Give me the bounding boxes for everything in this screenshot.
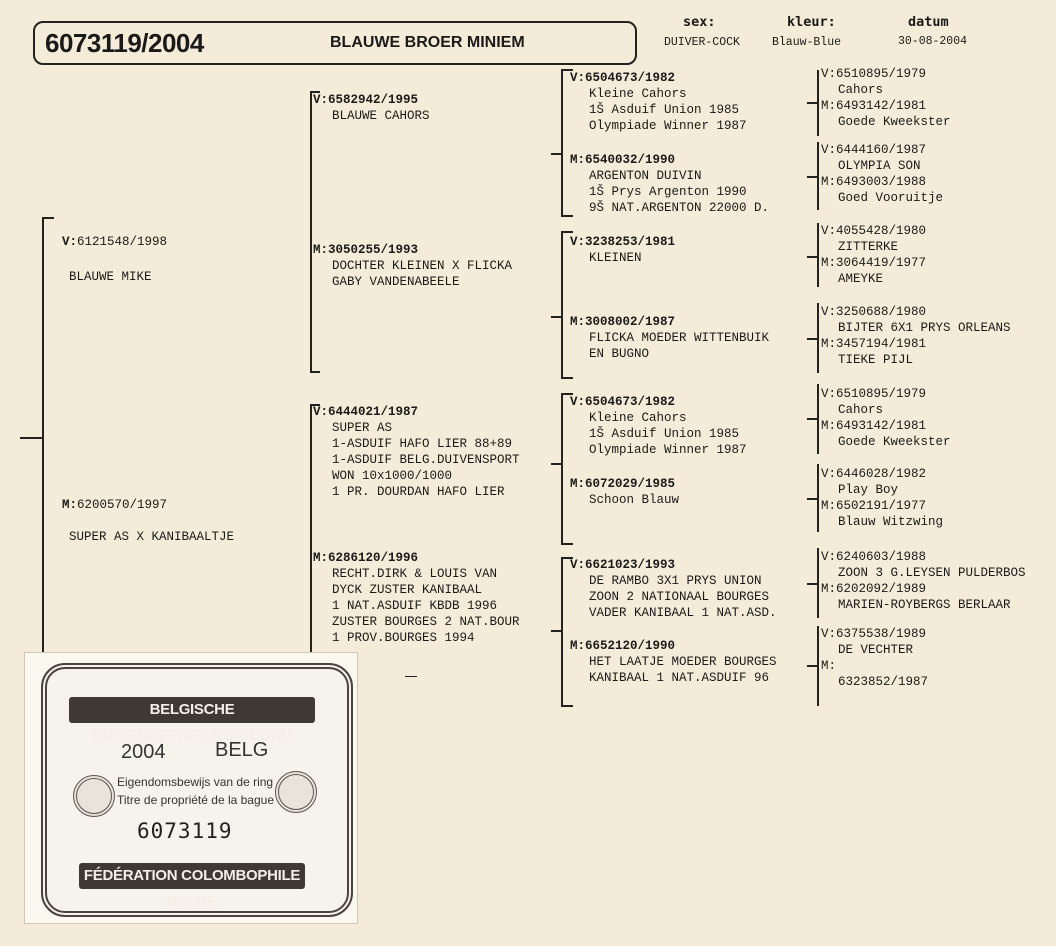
entry-prefix: V:	[570, 235, 586, 249]
gen4-pair	[821, 142, 943, 206]
entry-ring: 6072029/1985	[585, 477, 676, 491]
tick-j	[807, 498, 817, 500]
gen1-sire	[47, 218, 167, 301]
sex-value: DUIVER-COCK	[664, 36, 740, 49]
entry-prefix: M:	[570, 639, 586, 653]
bracket-gen3-4	[561, 557, 563, 707]
color-label: kleur:	[787, 14, 836, 30]
entry-prefix: M:	[570, 477, 586, 491]
tick-e	[807, 102, 817, 104]
card-year: 2004	[121, 741, 166, 763]
bracket-gen4-8	[817, 626, 819, 706]
bracket-gen4-1	[817, 70, 819, 136]
entry-line: WON 10x1000/1000	[332, 469, 453, 483]
gen1-sire-prefix: V:	[62, 235, 78, 249]
entry-line: FLICKA MOEDER WITTENBUIK	[589, 331, 770, 345]
crown-seal-icon	[275, 771, 317, 813]
gen1-dam	[47, 481, 234, 561]
entry-line: KANIBAAL 1 NAT.ASDUIF 96	[589, 671, 770, 685]
gen4-pair	[821, 466, 943, 530]
card-country: BELG	[215, 739, 269, 761]
bracket-gen1	[42, 217, 44, 660]
entry-prefix: V:	[570, 395, 586, 409]
gen1-dam-ring: 6200570/1997	[77, 498, 168, 512]
tick-g	[807, 256, 817, 258]
card-top-banner: BELGISCHE DUIVENLIEFHEBBERSBOND	[69, 697, 315, 723]
entry-prefix: V:	[570, 71, 586, 85]
gen4-dam-ring: M:	[821, 659, 837, 673]
entry-line: 1 NAT.ASDUIF KBDB 1996	[332, 599, 498, 613]
date-value: 30-08-2004	[898, 35, 968, 48]
bracket-gen2-a-bottom	[310, 371, 320, 373]
gen1-dam-prefix: M:	[62, 498, 78, 512]
gen4-dam-name: 6323852/1987	[838, 675, 929, 689]
entry-line: HET LAATJE MOEDER BOURGES	[589, 655, 777, 669]
entry-line: ARGENTON DUIVIN	[589, 169, 702, 183]
tick-c	[551, 463, 561, 465]
bracket-gen3-2-bottom	[561, 377, 573, 379]
gen4-sire-ring: V:3250688/1980	[821, 305, 927, 319]
entry-ring: 6286120/1996	[328, 551, 419, 565]
entry-prefix: V:	[313, 405, 329, 419]
entry-line: 1 PROV.BOURGES 1994	[332, 631, 475, 645]
tick-a	[551, 153, 561, 155]
entry-line: 1 PR. DOURDAN HAFO LIER	[332, 485, 505, 499]
gen4-dam-name: Goede Kweekster	[838, 435, 951, 449]
gen4-sire-ring: V:4055428/1980	[821, 224, 927, 238]
entry-ring: 6504673/1982	[585, 71, 676, 85]
entry-line: 1Š Asduif Union 1985	[589, 103, 740, 117]
gen4-dam-ring: M:6202092/1989	[821, 582, 927, 596]
bracket-gen3-2	[561, 231, 563, 379]
bracket-gen4-2	[817, 142, 819, 210]
gen4-sire-name: Play Boy	[838, 483, 899, 497]
tick-i	[807, 418, 817, 420]
gen3-entry	[570, 234, 675, 266]
tick-k	[807, 583, 817, 585]
gen4-pair	[821, 223, 926, 287]
entry-ring: 6504673/1982	[585, 395, 676, 409]
entry-line: BLAUWE CAHORS	[332, 109, 430, 123]
entry-line: Olympiade Winner 1987	[589, 119, 747, 133]
bracket-gen3-2-top	[561, 231, 573, 233]
gen4-dam-ring: M:6502191/1977	[821, 499, 927, 513]
gen4-dam-name: Goed Vooruitje	[838, 191, 944, 205]
entry-line: GABY VANDENABEELE	[332, 275, 460, 289]
gen4-dam-ring: M:3457194/1981	[821, 337, 927, 351]
gen4-sire-ring: V:6444160/1987	[821, 143, 927, 157]
bracket-gen4-5	[817, 384, 819, 454]
entry-line: SUPER AS	[332, 421, 393, 435]
gen1-dam-name: SUPER AS X KANIBAALTJE	[69, 530, 235, 544]
entry-line: Schoon Blauw	[589, 493, 680, 507]
gen4-sire-name: BIJTER 6X1 PRYS ORLEANS	[838, 321, 1011, 335]
gen3-entry	[570, 557, 777, 621]
bracket-gen4-4	[817, 303, 819, 373]
entry-line: Olympiade Winner 1987	[589, 443, 747, 457]
gen4-sire-ring: V:6240603/1988	[821, 550, 927, 564]
gen4-sire-ring: V:6510895/1979	[821, 387, 927, 401]
gen2-entry	[313, 550, 520, 646]
gen4-dam-name: AMEYKE	[838, 272, 884, 286]
entry-line: 1Š Asduif Union 1985	[589, 427, 740, 441]
bracket-gen2-a	[310, 91, 312, 373]
gen4-sire-name: ZOON 3 G.LEYSEN PULDERBOS	[838, 566, 1026, 580]
gen4-pair	[821, 386, 951, 450]
entry-line: 1Š Prys Argenton 1990	[589, 185, 747, 199]
entry-prefix: M:	[313, 551, 329, 565]
gen1-sire-ring: 6121548/1998	[77, 235, 168, 249]
gen4-pair	[821, 66, 951, 130]
gen4-dam-name: MARIEN-ROYBERGS BERLAAR	[838, 598, 1011, 612]
color-value: Blauw-Blue	[772, 36, 842, 49]
pigeon-ring-number: 6073119/2004	[45, 28, 204, 58]
header-box	[33, 21, 637, 65]
entry-ring: 6444021/1987	[328, 405, 419, 419]
gen4-pair	[821, 549, 1026, 613]
card-number: 6073119	[137, 819, 233, 843]
connector-subject	[20, 437, 42, 439]
gen3-entry	[570, 476, 679, 508]
gen4-dam-ring: M:6493003/1988	[821, 175, 927, 189]
gen4-dam-name: Goede Kweekster	[838, 115, 951, 129]
card-line2: Titre de propriété de la bague	[117, 793, 274, 807]
bracket-gen3-3-bottom	[561, 543, 573, 545]
entry-prefix: M:	[313, 243, 329, 257]
tick-l	[807, 665, 817, 667]
entry-ring: 3050255/1993	[328, 243, 419, 257]
gen3-entry	[570, 638, 777, 686]
sex-label: sex:	[683, 14, 716, 30]
entry-line: DOCHTER KLEINEN X FLICKA	[332, 259, 513, 273]
entry-line: Kleine Cahors	[589, 87, 687, 101]
entry-line: RECHT.DIRK & LOUIS VAN	[332, 567, 498, 581]
tick-f	[807, 176, 817, 178]
tick-h	[807, 338, 817, 340]
gen4-dam-ring: M:6493142/1981	[821, 419, 927, 433]
card-line1: Eigendomsbewijs van de ring	[117, 775, 274, 789]
entry-line: Kleine Cahors	[589, 411, 687, 425]
entry-ring: 6582942/1995	[328, 93, 419, 107]
gen4-sire-name: Cahors	[838, 403, 884, 417]
gen2-entry	[313, 92, 430, 124]
gen3-entry	[570, 314, 769, 362]
gen1-sire-name: BLAUWE MIKE	[69, 270, 152, 284]
ownership-card	[24, 652, 358, 924]
left-seal-icon	[73, 775, 115, 817]
gen4-sire-ring: V:6446028/1982	[821, 467, 927, 481]
entry-prefix: M:	[570, 315, 586, 329]
entry-ring: 6621023/1993	[585, 558, 676, 572]
bracket-gen3-4-bottom	[561, 705, 573, 707]
gen4-sire-name: DE VECHTER	[838, 643, 914, 657]
gen4-sire-name: Cahors	[838, 83, 884, 97]
gen3-entry	[570, 70, 747, 134]
gen4-pair	[821, 626, 928, 690]
gen2-entry	[313, 404, 520, 500]
bracket-gen2-b	[310, 404, 312, 660]
bracket-gen3-1	[561, 69, 563, 217]
bracket-gen4-3	[817, 223, 819, 287]
entry-line: 9Š NAT.ARGENTON 22000 D.	[589, 201, 770, 215]
pigeon-name: BLAUWE BROER MINIEM	[330, 34, 525, 51]
gen4-dam-name: Blauw Witzwing	[838, 515, 944, 529]
entry-line: ZOON 2 NATIONAAL BOURGES	[589, 590, 770, 604]
card-bottom-banner: FÉDÉRATION COLOMBOPHILE BELGE	[79, 863, 305, 889]
gen4-pair	[821, 304, 1011, 368]
entry-line: KLEINEN	[589, 251, 642, 265]
gen4-dam-ring: M:3064419/1977	[821, 256, 927, 270]
gen4-sire-name: ZITTERKE	[838, 240, 899, 254]
entry-line: EN BUGNO	[589, 347, 650, 361]
gen4-dam-ring: M:6493142/1981	[821, 99, 927, 113]
gen3-entry	[570, 394, 747, 458]
entry-ring: 3008002/1987	[585, 315, 676, 329]
entry-line: ZUSTER BOURGES 2 NAT.BOUR	[332, 615, 520, 629]
tick-b	[551, 316, 561, 318]
tick-d	[551, 630, 561, 632]
entry-prefix: V:	[570, 558, 586, 572]
entry-line: DYCK ZUSTER KANIBAAL	[332, 583, 483, 597]
bracket-gen4-6	[817, 464, 819, 532]
gen4-sire-ring: V:6375538/1989	[821, 627, 927, 641]
entry-line: VADER KANIBAAL 1 NAT.ASD.	[589, 606, 777, 620]
gen4-sire-name: OLYMPIA SON	[838, 159, 921, 173]
stray-mark	[405, 676, 417, 677]
entry-prefix: M:	[570, 153, 586, 167]
gen4-sire-ring: V:6510895/1979	[821, 67, 927, 81]
date-label: datum	[908, 14, 949, 30]
entry-line: 1-ASDUIF HAFO LIER 88+89	[332, 437, 513, 451]
entry-prefix: V:	[313, 93, 329, 107]
entry-line: DE RAMBO 3X1 PRYS UNION	[589, 574, 762, 588]
gen3-entry	[570, 152, 769, 216]
bracket-gen3-3	[561, 393, 563, 545]
entry-ring: 3238253/1981	[585, 235, 676, 249]
bracket-gen4-7	[817, 548, 819, 618]
gen2-entry	[313, 242, 512, 290]
entry-ring: 6652120/1990	[585, 639, 676, 653]
entry-ring: 6540032/1990	[585, 153, 676, 167]
entry-line: 1-ASDUIF BELG.DUIVENSPORT	[332, 453, 520, 467]
gen4-dam-name: TIEKE PIJL	[838, 353, 914, 367]
